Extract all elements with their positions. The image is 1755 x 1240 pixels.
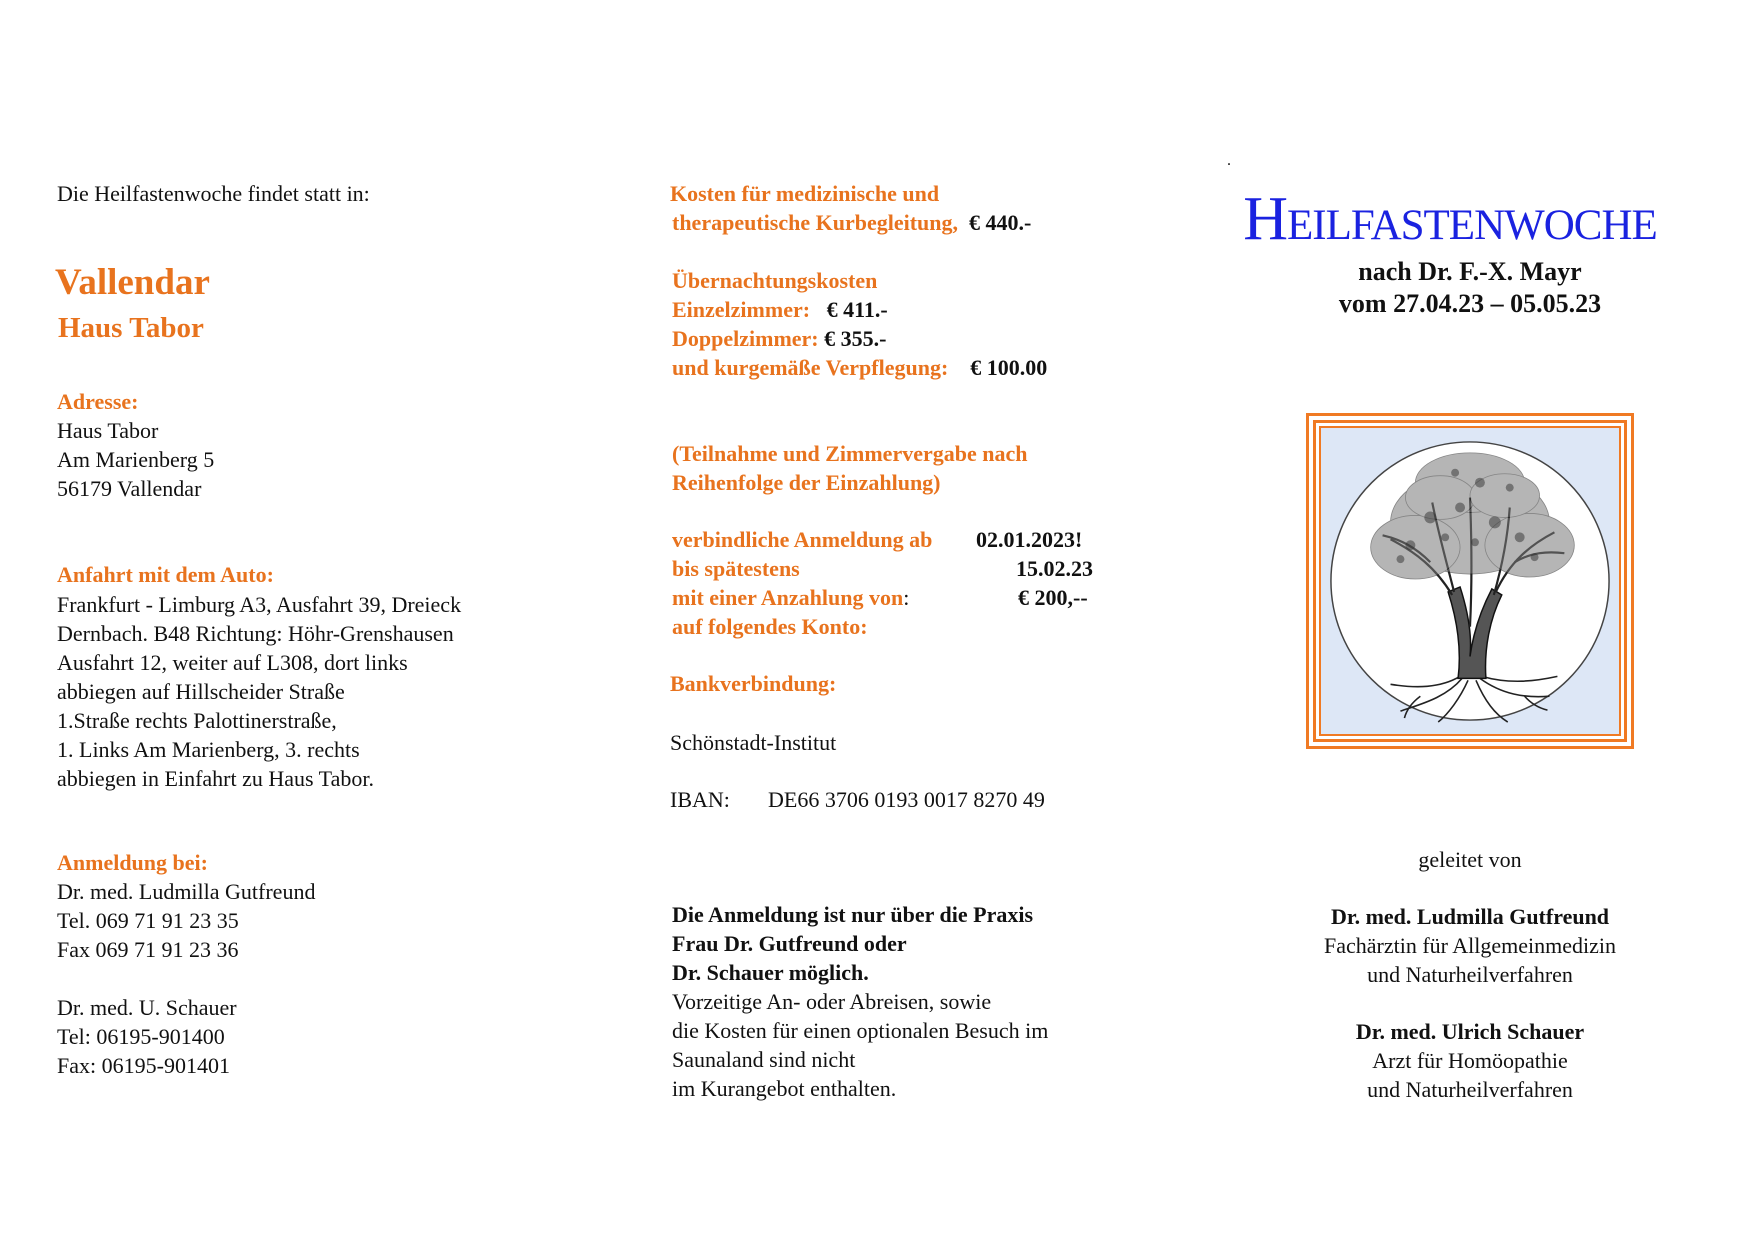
contact-line: Dr. med. Ludmilla Gutfreund	[57, 879, 316, 904]
led-by-label: geleitet von	[1418, 847, 1522, 872]
deposit-row	[672, 583, 1102, 612]
contact-line: Dr. med. U. Schauer	[57, 995, 237, 1020]
double-room-row	[672, 324, 1047, 353]
directions-line: Frankfurt - Limburg A3, Ausfahrt 39, Dreieck	[57, 592, 462, 617]
food-row	[672, 353, 1047, 382]
tree-icon	[1321, 428, 1619, 734]
doctor-name: Dr. med. Ludmilla Gutfreund	[1330, 904, 1610, 929]
notice-line: im Kurangebot enthalten.	[672, 1076, 897, 1101]
contact-schauer	[57, 993, 237, 1080]
contact-line: Fax: 06195-901401	[57, 1053, 230, 1078]
reg-from-row	[672, 525, 1102, 554]
single-room-row	[672, 295, 1047, 324]
intro-text: Die Heilfastenwoche findet statt in:	[57, 181, 370, 206]
lodging-heading: Übernachtungskosten	[672, 268, 878, 293]
doctor-title: und Naturheilverfahren	[1367, 1077, 1573, 1102]
directions-block	[57, 590, 461, 793]
address-line: 56179 Vallendar	[57, 476, 202, 501]
iban-label: IBAN:	[670, 787, 730, 812]
doctor-title: und Naturheilverfahren	[1367, 962, 1573, 987]
directions-line: Dernbach. B48 Richtung: Höhr-Grenshausen	[57, 621, 454, 646]
registration-dates	[672, 525, 1102, 641]
deposit-label: mit einer Anzahlung von	[672, 585, 904, 610]
city-heading: Vallendar	[55, 262, 210, 303]
stray-dot: .	[1227, 152, 1231, 169]
iban-value: DE66 3706 0193 0017 8270 49	[768, 787, 1045, 812]
doctor-title: Arzt für Homöopathie	[1372, 1048, 1568, 1073]
costs-line	[670, 208, 1031, 237]
lodging-block	[672, 266, 1047, 382]
contact-line: Tel: 06195-901400	[57, 1024, 225, 1049]
registration-heading: Anmeldung bei:	[57, 850, 208, 875]
single-room-label: Einzelzimmer:	[672, 297, 811, 322]
deadline-date: 15.02.23	[1016, 556, 1093, 581]
brochure-subtitle	[1260, 256, 1680, 320]
costs-line: Kosten für medizinische und	[670, 181, 940, 206]
directions-line: 1.Straße rechts Palottinerstraße,	[57, 708, 337, 733]
venue-heading: Haus Tabor	[58, 312, 204, 344]
reg-from-date: 02.01.2023!	[976, 527, 1083, 552]
notice-line: Saunaland sind nicht	[672, 1047, 856, 1072]
address-line: Am Marienberg 5	[57, 447, 215, 472]
notice-bold-line: Die Anmeldung ist nur über die Praxis	[672, 902, 1034, 927]
doctors-block	[1270, 902, 1670, 1104]
deadline-row	[672, 554, 1102, 583]
directions-line: abbiegen in Einfahrt zu Haus Tabor.	[57, 766, 374, 791]
notice-line: Vorzeitige An- oder Abreisen, sowie	[672, 989, 992, 1014]
note-line: (Teilnahme und Zimmervergabe nach	[672, 441, 1028, 466]
directions-line: Ausfahrt 12, weiter auf L308, dort links	[57, 650, 408, 675]
contact-gutfreund	[57, 877, 315, 964]
notice-bold-line: Dr. Schauer möglich.	[672, 960, 869, 985]
double-room-label: Doppelzimmer:	[672, 326, 819, 351]
deadline-label: bis spätestens	[672, 556, 800, 581]
account-label: auf folgendes Konto:	[672, 614, 868, 639]
notice-line: die Kosten für einen optionalen Besuch im	[672, 1018, 1049, 1043]
registration-notice	[672, 900, 1048, 1103]
costs-amount: € 440.-	[969, 210, 1032, 235]
bank-name: Schönstadt-Institut	[670, 730, 837, 755]
doctor-title: Fachärztin für Allgemeinmedizin	[1323, 933, 1616, 958]
tree-illustration	[1306, 413, 1634, 749]
allocation-note	[672, 439, 1027, 497]
double-room-amount: € 355.-	[824, 326, 887, 351]
deposit-amount: € 200,--	[1018, 585, 1088, 610]
bank-heading: Bankverbindung:	[670, 671, 837, 696]
notice-bold-line: Frau Dr. Gutfreund oder	[672, 931, 907, 956]
brochure-title: Heilfastenwoche	[1243, 185, 1657, 253]
account-row	[672, 612, 1102, 641]
iban-row	[670, 785, 1045, 814]
single-room-amount: € 411.-	[826, 297, 888, 322]
note-line: Reihenfolge der Einzahlung)	[672, 470, 941, 495]
deposit-colon: :	[903, 585, 910, 610]
contact-line: Fax 069 71 91 23 36	[57, 937, 239, 962]
address-line: Haus Tabor	[57, 418, 159, 443]
subtitle-method: nach Dr. F.-X. Mayr	[1358, 257, 1582, 286]
directions-line: 1. Links Am Marienberg, 3. rechts	[57, 737, 360, 762]
directions-heading: Anfahrt mit dem Auto:	[57, 562, 274, 587]
reg-from-label: verbindliche Anmeldung ab	[672, 527, 933, 552]
costs-block	[670, 179, 1031, 237]
directions-line: abbiegen auf Hillscheider Straße	[57, 679, 345, 704]
costs-label: therapeutische Kurbegleitung,	[672, 210, 958, 235]
contact-line: Tel. 069 71 91 23 35	[57, 908, 239, 933]
address-heading: Adresse:	[57, 389, 139, 414]
food-amount: € 100.00	[970, 355, 1048, 380]
doctor-name: Dr. med. Ulrich Schauer	[1355, 1019, 1585, 1044]
food-label: und kurgemäße Verpflegung:	[672, 355, 949, 380]
deposit-label-wrap	[672, 583, 909, 612]
address-block	[57, 416, 214, 503]
subtitle-dates: vom 27.04.23 – 05.05.23	[1338, 289, 1602, 318]
